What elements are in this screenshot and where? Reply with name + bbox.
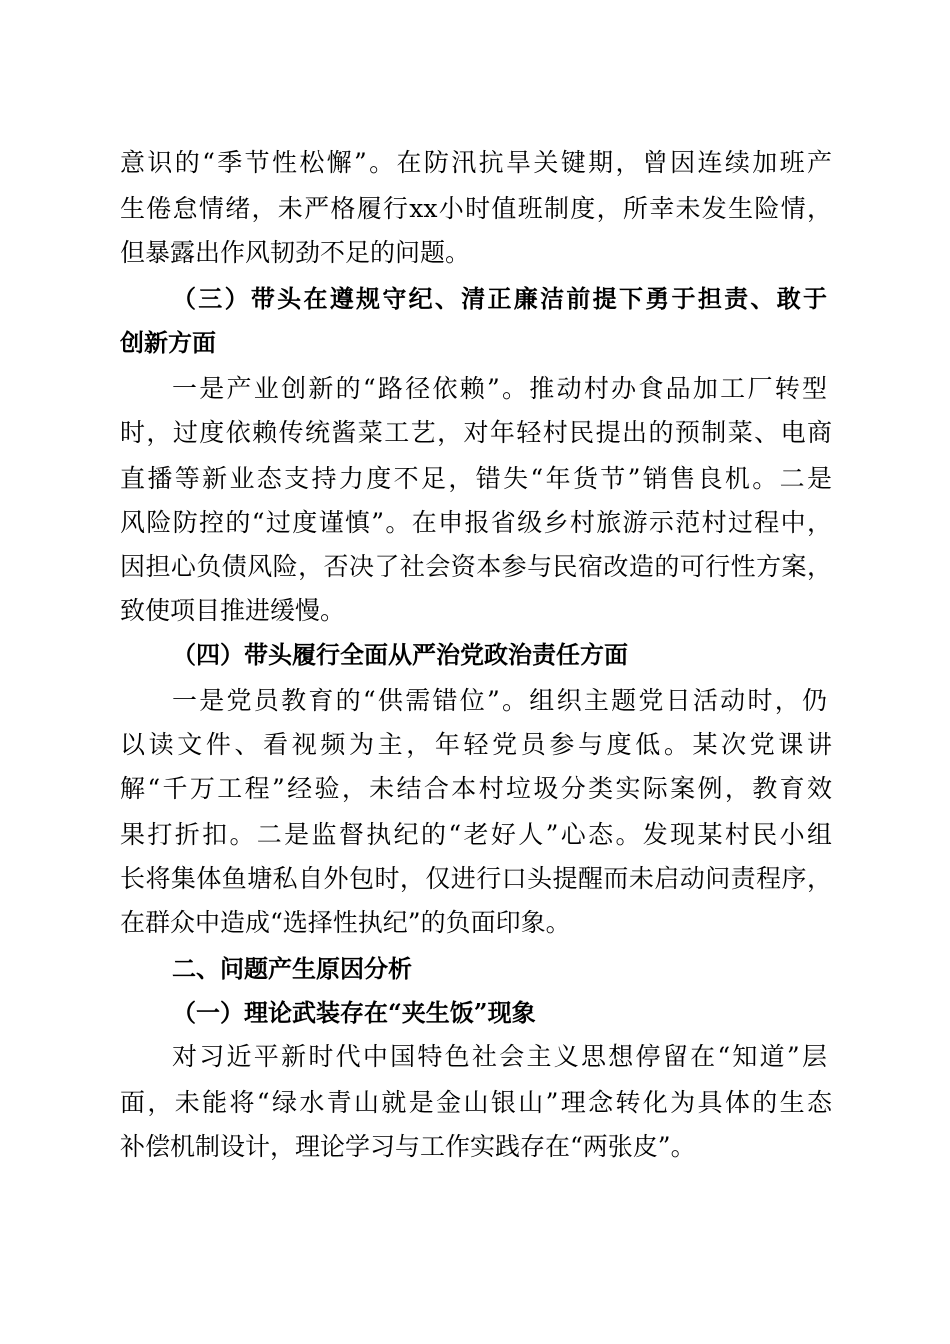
section-heading-3-cont: 创新方面: [120, 328, 216, 357]
section-heading-3: （三）带头在遵规守纪、清正廉洁前提下勇于担责、敢于: [172, 284, 827, 313]
section-heading-1: （一）理论武装存在“夹生饭”现象: [172, 998, 536, 1027]
paragraph-line: 时，过度依赖传统酱菜工艺，对年轻村民提出的预制菜、电商: [120, 418, 832, 447]
paragraph-line: 面，未能将“绿水青山就是金山银山”理念转化为具体的生态: [120, 1088, 832, 1117]
paragraph-line: 致使项目推进缓慢。: [120, 596, 346, 625]
paragraph-line: 一是产业创新的“路径依赖”。推动村办食品加工厂转型: [172, 374, 827, 403]
section-heading-4: （四）带头履行全面从严治党政治责任方面: [172, 640, 628, 669]
paragraph-line: 一是党员教育的“供需错位”。组织主题党日活动时，仍: [172, 686, 827, 715]
paragraph-line: 对习近平新时代中国特色社会主义思想停留在“知道”层: [172, 1042, 827, 1071]
paragraph-line: 因担心负债风险，否决了社会资本参与民宿改造的可行性方案，: [120, 552, 832, 581]
paragraph-line: 意识的“季节性松懈”。在防汛抗旱关键期，曾因连续加班产: [120, 148, 832, 177]
paragraph-line: 以读文件、看视频为主，年轻党员参与度低。某次党课讲: [120, 730, 832, 759]
paragraph-line: 果打折扣。二是监督执纪的“老好人”心态。发现某村民小组: [120, 820, 832, 849]
paragraph-line: 风险防控的“过度谨慎”。在申报省级乡村旅游示范村过程中，: [120, 508, 832, 537]
paragraph-line: 生倦怠情绪，未严格履行xx小时值班制度，所幸未发生险情，: [120, 194, 832, 223]
paragraph-line: 补偿机制设计，理论学习与工作实践存在“两张皮”。: [120, 1132, 696, 1161]
paragraph-line: 长将集体鱼塘私自外包时，仅进行口头提醒而未启动问责程序，: [120, 864, 832, 893]
paragraph-line: 但暴露出作风韧劲不足的问题。: [120, 238, 471, 267]
paragraph-line: 在群众中造成“选择性执纪”的负面印象。: [120, 908, 571, 937]
paragraph-line: 直播等新业态支持力度不足，错失“年货节”销售良机。二是: [120, 464, 832, 493]
chapter-heading-2: 二、问题产生原因分析: [172, 955, 412, 983]
paragraph-line: 解“千万工程”经验，未结合本村垃圾分类实际案例，教育效: [120, 774, 832, 803]
